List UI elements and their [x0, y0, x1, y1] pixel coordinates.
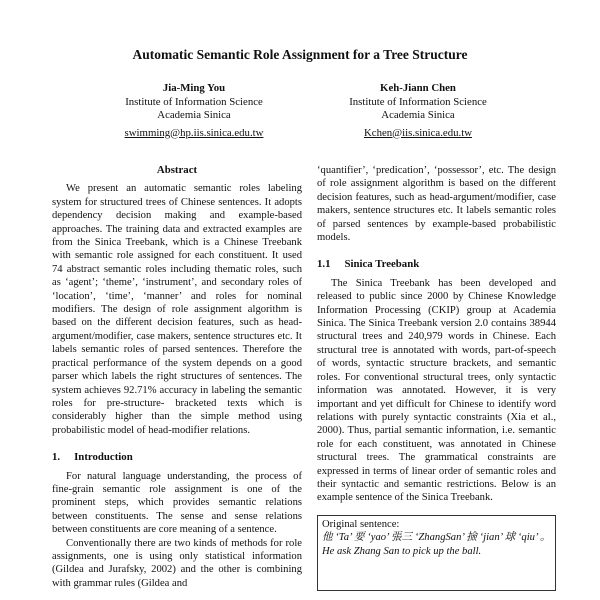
paper-title: Automatic Semantic Role Assignment for a Tree Structure [132, 47, 468, 62]
author-email[interactable]: Kchen@iis.sinica.edu.tw [364, 126, 472, 139]
paragraph: The Sinica Treebank has been developed and released to public since 2000 by Chinese Knowledge Information Processing (CKIP) group at Academia Sinica. The Sinica Treebank version 2.0 contains 38944 structural trees and 240,979 words in Chinese. Each structural tree is annotated with words, part-of-speech of words, syntactic structure brackets, and semantic roles. For conventional structural trees, only syntactic information was annotated. However, it is very important and yet difficult for Chinese to identify word relations with purely syntactic constraints (Xia et al., 2000). Thus, partial semantic information, i.e. semantic role for each constituent, was annotated in Chinese structural trees. The grammatical constraints are expressed in terms of linear order of semantic roles and their syntactic and semantic restrictions. Below is an example sentence of the Sinica Treebank. [317, 277, 556, 504]
example-chinese: 他 ‘Ta’ 要 ‘yao’ 張三 ‘ZhangSan’ 撿 ‘jian’ 球 ‘qiu’ 。 [322, 532, 551, 544]
section-title: Introduction [74, 451, 133, 464]
section-number: 1. [52, 451, 61, 464]
section-number: 1.1 [317, 258, 331, 271]
author-affiliation: Institute of Information Science [349, 95, 487, 108]
example-box [317, 515, 556, 591]
section-title: Sinica Treebank [344, 258, 420, 271]
author-name: Keh-Jiann Chen [380, 82, 456, 94]
author-2 [318, 82, 518, 140]
abstract-text: We present an automatic semantic roles labeling system for structured trees of Chinese sentences. It adopts dependency decision making and example-based approaches. The training data and extracted examples are from the Sinica Treebank, which is a Chinese Treebank with semantic role assigned for each constituent. It used 74 abstract semantic roles including thematic roles, such as ‘agent’; ‘theme’, ‘instrument’, and secondary roles of ‘location’, ‘time’, ‘manner’ and roles for nominal modifiers. The design of role assignment algorithm is based on the different decision features, such as head-argument/modifier, case makers, sentence structures etc. It labels semantic roles of parsed sentences. Therefore the practical performance of the system depends on a good parser which labels the right structures of sentences. The system achieves 92.71% accuracy in labeling the semantic roles for pre-structure- bracketed texts which is considerably higher than the simple method using probabilistic model of head-modifier relations. [52, 183, 302, 436]
example-english: He ask Zhang San to pick up the ball. [322, 545, 482, 557]
intro-paragraph: For natural language understanding, the process of fine-grain semantic role assignment is one of the prominent steps, which provides semantic relations between constituents. The sense and sense relations between constituents are core meaning of a sentence. [52, 470, 302, 536]
author-affiliation: Institute of Information Science [125, 95, 263, 108]
abstract-heading: Abstract [156, 164, 198, 176]
paragraph: ‘quantifier’, ‘predication’, ‘possessor’, etc. The design of role assignment algorithm is based on the different decision features, such as head-argument/modifier, case makers, sentence structures etc. It labels semantic roles of parsed sentences by example-based probabilistic models. [317, 165, 556, 244]
left-column [52, 164, 302, 590]
author-email[interactable]: swimming@hp.iis.sinica.edu.tw [124, 126, 264, 139]
subsection-heading [317, 258, 556, 271]
intro-paragraph: Conventionally there are two kinds of methods for role assignments, one is using only statistical information (Gildea and Jurafsky, 2002) and the other is combining with grammar rules (Gildea and [52, 537, 302, 589]
intro-heading [52, 451, 302, 464]
right-column [317, 164, 556, 591]
author-affiliation: Academia Sinica [381, 109, 455, 121]
author-1 [94, 82, 294, 140]
author-affiliation: Academia Sinica [157, 109, 231, 121]
example-label: Original sentence: [322, 518, 400, 530]
author-name: Jia-Ming You [162, 82, 226, 94]
